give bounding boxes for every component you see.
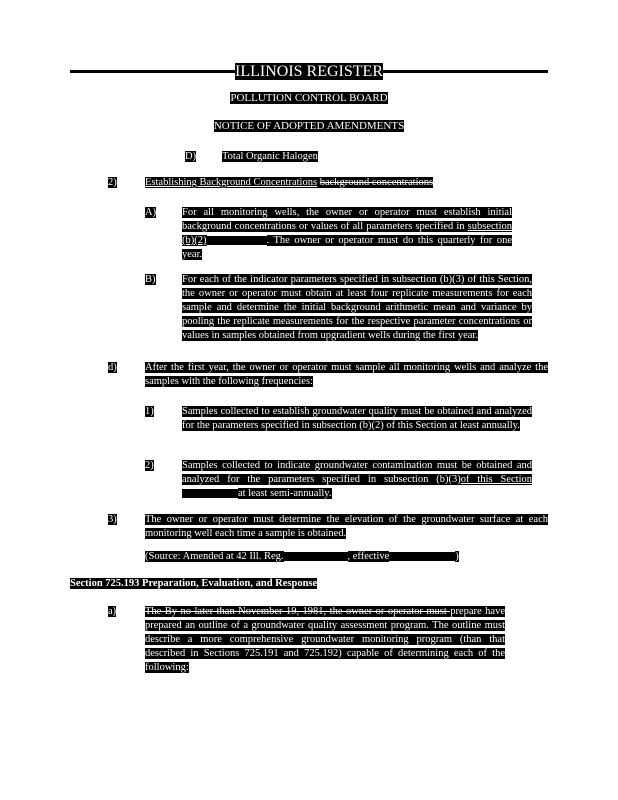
header-title-pollution-control-board <box>70 92 548 104</box>
item-text-replicate-measurements: For each of the indicator parameters specified in subsection (b)(3) of this Section, the owner or operator must obtain at least four replicate measurements for each sample and determine the initial background arithmetic mean and variance by pooling the replicate measurements for the respective parameter concentrations or values in samples obtained from upgradient wells during the first year. <box>182 274 532 341</box>
item-text-contamination-samples: Samples collected to indicate groundwater contamination must be obtained and analyzed for the parameters specified in subsection (b)(3)of this Sectionat least semi-annually. <box>182 460 532 499</box>
item-marker-d: d) <box>108 362 117 373</box>
header-line2-text: POLLUTION CONTROL BOARD <box>230 92 388 104</box>
item-text-initial-background: For all monitoring wells, the owner or operator must establish initial background concentrations or values of all parameters specified in subsection (b)(2) . The owner or operator must do this quarterly for one year. <box>182 207 512 260</box>
item-marker-A: A) <box>145 207 157 218</box>
item-marker-1: 1) <box>145 406 154 417</box>
section-heading: Section 725.193 Preparation, Evaluation, and Response <box>70 578 318 589</box>
item-marker-2: 2) <box>108 177 117 188</box>
item-marker-a: a) <box>108 606 117 617</box>
item-marker-2b: 2) <box>145 460 154 471</box>
item-marker-D: D) <box>185 151 197 162</box>
item-text-establishing-background-concentrations: Establishing Background Concentrations background concentrations <box>145 177 434 188</box>
header-line3-text: NOTICE OF ADOPTED AMENDMENTS <box>213 120 405 132</box>
header-title-illinois-register <box>70 63 548 81</box>
source-note: (Source: Amended at 42 Ill. Reg. , effective ) <box>145 551 459 562</box>
item-text-assessment-program-outline: The By no later than November 19, 1981, the owner or operator must prepare have prepared an outline of a groundwater quality assessment program. The outline must describe a more comprehensive groundwater monitoring program (than that described in Sections 725.191 and 725.192) capable of determining each of the following: <box>145 606 506 673</box>
header-line1-text: ILLINOIS REGISTER <box>235 63 383 80</box>
item-text-after-first-year: After the first year, the owner or operator must sample all monitoring wells and analyze the samples with the following frequencies: <box>145 362 548 387</box>
header-title-notice-of-adopted-amendments <box>70 120 548 132</box>
item-marker-B: B) <box>145 274 156 285</box>
item-text-elevation-groundwater-surface: The owner or operator must determine the elevation of the groundwater surface at each monitoring well each time a sample is obtained. <box>145 514 548 539</box>
item-text-groundwater-quality-samples: Samples collected to establish groundwater quality must be obtained and analyzed for the parameters specified in subsection (b)(2) of this Section at least annually. <box>182 406 532 431</box>
item-text-total-organic-halogen: Total Organic Halogen <box>222 151 318 162</box>
item-marker-3: 3) <box>108 514 117 525</box>
